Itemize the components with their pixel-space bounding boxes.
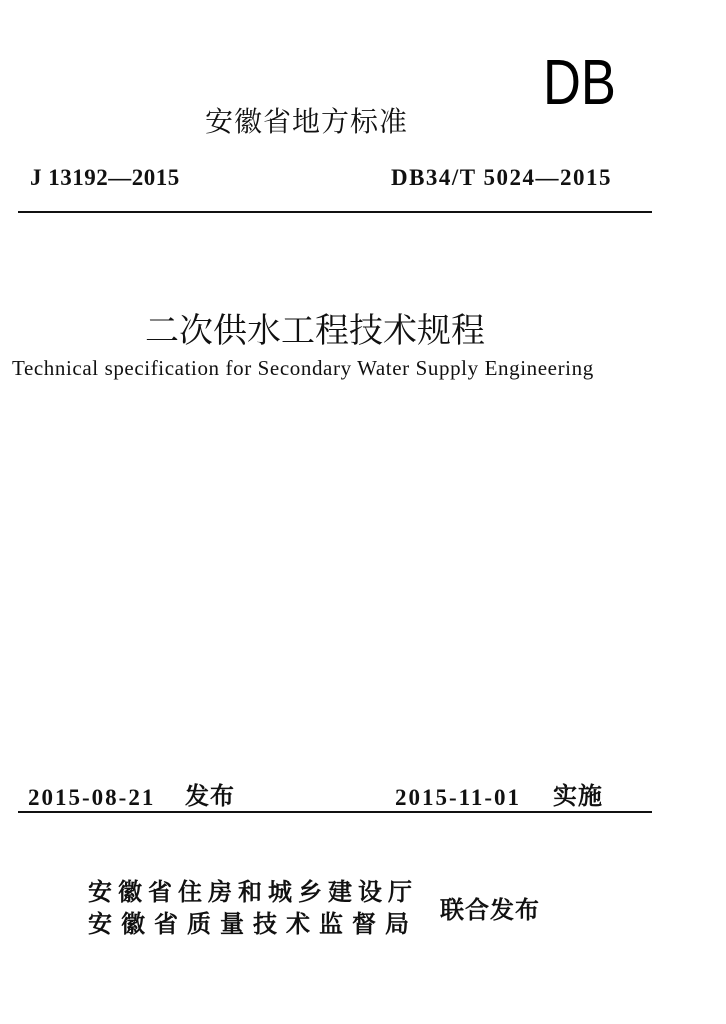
standard-number: DB34/T 5024—2015 — [390, 165, 612, 190]
effective-date: 2015-11-01 — [395, 785, 522, 810]
issue-label: 发布 — [185, 782, 235, 810]
standard-category: 安徽省地方标准 — [205, 105, 409, 138]
effective-label: 实施 — [553, 782, 603, 810]
title-english: Technical specification for Secondary Water Supply Engineering — [12, 356, 594, 380]
joint-publish-label: 联合发布 — [440, 896, 540, 924]
db-mark: DB — [543, 46, 616, 118]
publisher-housing-department: 安徽省住房和城乡建设厅 — [88, 878, 418, 906]
issue-date: 2015-08-21 — [28, 785, 156, 810]
title-chinese: 二次供水工程技术规程 — [145, 311, 485, 351]
top-divider — [18, 211, 652, 213]
bottom-divider — [18, 811, 652, 813]
publisher-quality-bureau: 安徽省质量技术监督局 — [88, 910, 418, 938]
record-number: J 13192—2015 — [30, 165, 180, 190]
